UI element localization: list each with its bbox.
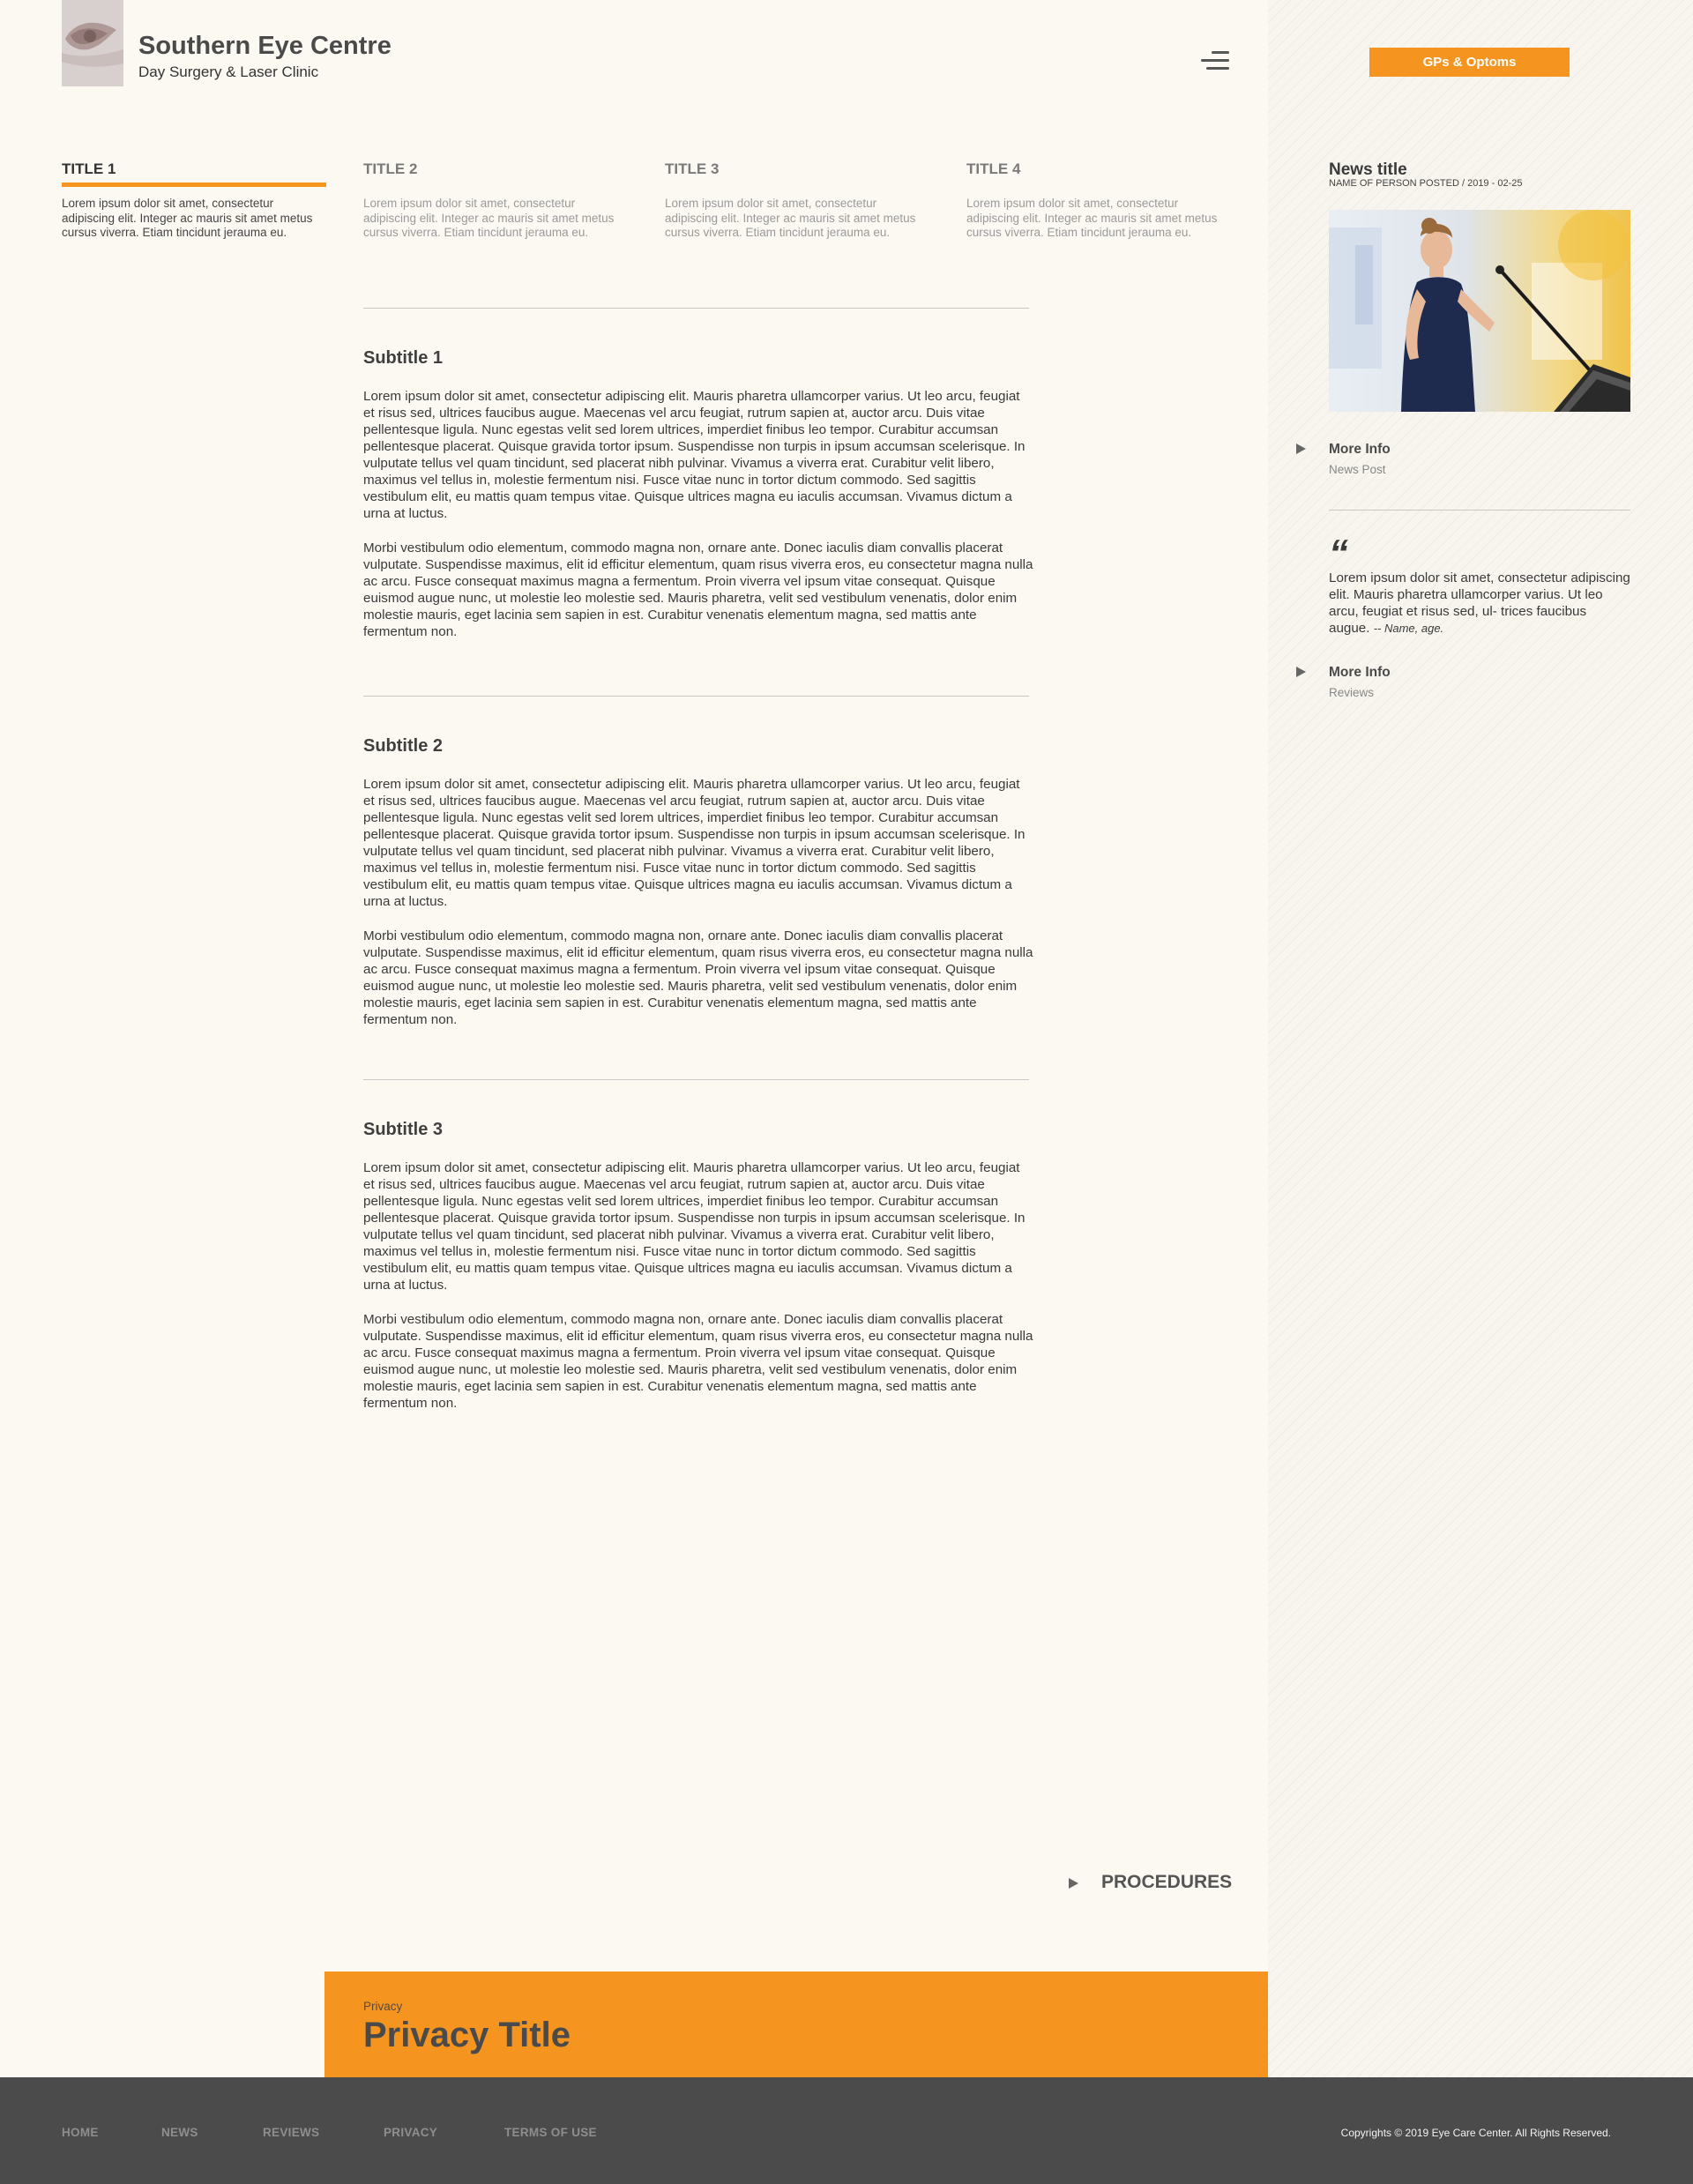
tab-title-label: TITLE 2 (363, 160, 418, 177)
more-info-label: More Info (1329, 665, 1391, 680)
footer-link-privacy[interactable]: PRIVACY (384, 2126, 438, 2139)
privacy-banner (324, 1972, 1268, 2077)
tab-active-indicator (62, 183, 326, 187)
tab-title-label: TITLE 4 (966, 160, 1021, 177)
quote-icon: “ (1329, 532, 1348, 575)
sidebar-divider (1329, 510, 1630, 511)
section-paragraph: Morbi vestibulum odio elementum, commodo magna non, ornare ante. Donec iaculis diam convallis placerat vulputate. Suspendisse maximus, elit id efficitur elementum, quam risus viverra eros, eu consectetur magna nulla ac arcu. Fusce consequat maximus magna a fermentum. Proin viverra vel ipsum vitae consequat. Quisque euismod augue nunc, ut molestie leo molestie sed. Mauris pharetra, velit sed vestibulum venenatis, dolor enim molestie mauris, eget lacinia sem sapien in est. Curabitur venenatis elementum magna, sed mattis ante fermentum non. (363, 540, 1033, 639)
gps-optoms-button[interactable]: GPs & Optoms (1369, 48, 1570, 77)
section-divider (363, 696, 1029, 697)
privacy-title: Privacy Title (363, 2016, 571, 2054)
footer-link-home[interactable]: HOME (62, 2126, 99, 2139)
tab-title-label: TITLE 1 (62, 160, 116, 177)
section-divider (363, 308, 1029, 309)
brand-title: Southern Eye Centre (138, 32, 392, 60)
play-arrow-icon (1069, 1878, 1078, 1889)
more-info-label: More Info (1329, 442, 1391, 457)
section-paragraph: Lorem ipsum dolor sit amet, consectetur adipiscing elit. Mauris pharetra ullamcorper varius. Ut leo arcu, feugiat et risus sed, ultrices faucibus augue. Maecenas vel arcu feugiat, rutrum sapien at, auctor arcu. Duis vitae pellentesque ligula. Nunc egestas velit sed lorem ultrices, imperdiet finibus leo tempor. Curabitur accumsan pellentesque placerat. Quisque gravida tortor ipsum. Suspendisse non turpis in ipsum accumsan scelerisque. In vulputate tellus vel quam tincidunt, sed placerat nibh pulvinar. Vivamus a viverra erat. Curabitur velit libero, maximus vel tellus in, molestie fermentum nisi. Fusce vitae nunc in tortor dictum commodo. Sed sagittis vestibulum elit, eu mattis quam tempus vitae. Quisque ultrices magna eu iaculis accumsan. Vivamus dictum a urna at luctus. (363, 389, 1025, 521)
tab-indicator (665, 183, 929, 187)
news-title[interactable]: News title (1329, 160, 1407, 179)
tab-title-label: TITLE 3 (665, 160, 720, 177)
more-info-sublabel: Reviews (1329, 686, 1375, 699)
footer (0, 2077, 1693, 2184)
brand-subtitle: Day Surgery & Laser Clinic (138, 63, 319, 80)
speaker-photo[interactable] (1329, 210, 1630, 412)
section-paragraph: Morbi vestibulum odio elementum, commodo magna non, ornare ante. Donec iaculis diam convallis placerat vulputate. Suspendisse maximus, elit id efficitur elementum, quam risus viverra eros, eu consectetur magna nulla ac arcu. Fusce consequat maximus magna a fermentum. Proin viverra vel ipsum vitae consequat. Quisque euismod augue nunc, ut molestie leo molestie sed. Mauris pharetra, velit sed vestibulum venenatis, dolor enim molestie mauris, eget lacinia sem sapien in est. Curabitur venenatis elementum magna, sed mattis ante fermentum non. (363, 1312, 1033, 1411)
section-paragraph: Lorem ipsum dolor sit amet, consectetur adipiscing elit. Mauris pharetra ullamcorper varius. Ut leo arcu, feugiat et risus sed, ultrices faucibus augue. Maecenas vel arcu feugiat, rutrum sapien at, auctor arcu. Duis vitae pellentesque ligula. Nunc egestas velit sed lorem ultrices, imperdiet finibus leo tempor. Curabitur accumsan pellentesque placerat. Quisque gravida tortor ipsum. Suspendisse non turpis in ipsum accumsan scelerisque. In vulputate tellus vel quam tincidunt, sed placerat nibh pulvinar. Vivamus a viverra erat. Curabitur velit libero, maximus vel tellus in, molestie fermentum nisi. Fusce vitae nunc in tortor dictum commodo. Sed sagittis vestibulum elit, eu mattis quam tempus vitae. Quisque ultrices magna eu iaculis accumsan. Vivamus dictum a urna at luctus. (363, 777, 1025, 909)
more-info-sublabel: News Post (1329, 463, 1386, 476)
tab-description: Lorem ipsum dolor sit amet, consectetur adipiscing elit. Integer ac mauris sit amet metus cursus viverra. Etiam tincidunt jerauma eu. (665, 197, 916, 239)
section-subtitle: Subtitle 1 (363, 348, 444, 368)
procedures-label: PROCEDURES (1101, 1872, 1233, 1892)
eye-logo-icon[interactable] (62, 0, 123, 86)
section-paragraph: Morbi vestibulum odio elementum, commodo magna non, ornare ante. Donec iaculis diam convallis placerat vulputate. Suspendisse maximus, elit id efficitur elementum, quam risus viverra eros, eu consectetur magna nulla ac arcu. Fusce consequat maximus magna a fermentum. Proin viverra vel ipsum vitae consequat. Quisque euismod augue nunc, ut molestie leo molestie sed. Mauris pharetra, velit sed vestibulum venenatis, dolor enim molestie mauris, eget lacinia sem sapien in est. Curabitur venenatis elementum magna, sed mattis ante fermentum non. (363, 928, 1033, 1027)
quote-body: Lorem ipsum dolor sit amet, consectetur adipiscing elit. Mauris pharetra ullamcorper varius. Ut leo arcu, feugiat et risus sed, ul- trices faucibus augue. (1329, 570, 1630, 636)
play-arrow-icon (1296, 667, 1306, 677)
footer-link-reviews[interactable]: REVIEWS (263, 2126, 320, 2139)
tab-title-1[interactable] (62, 160, 326, 241)
section-divider (363, 1079, 1029, 1080)
tab-indicator (363, 183, 628, 187)
review-quote (1329, 570, 1630, 637)
hamburger-menu-icon[interactable] (1199, 49, 1229, 72)
quote-author: -- Name, age. (1373, 622, 1444, 635)
tab-indicator (966, 183, 1231, 187)
footer-link-news[interactable]: NEWS (161, 2126, 198, 2139)
section-subtitle: Subtitle 2 (363, 736, 444, 756)
tab-description: Lorem ipsum dolor sit amet, consectetur adipiscing elit. Integer ac mauris sit amet metus cursus viverra. Etiam tincidunt jerauma eu. (363, 197, 615, 239)
tab-title-4[interactable] (966, 160, 1231, 241)
footer-link-terms[interactable]: TERMS OF USE (504, 2126, 597, 2139)
play-arrow-icon (1296, 444, 1306, 454)
tab-title-3[interactable] (665, 160, 929, 241)
news-meta: NAME OF PERSON POSTED / 2019 - 02-25 (1329, 178, 1523, 189)
section-paragraph: Lorem ipsum dolor sit amet, consectetur adipiscing elit. Mauris pharetra ullamcorper varius. Ut leo arcu, feugiat et risus sed, ultrices faucibus augue. Maecenas vel arcu feugiat, rutrum sapien at, auctor arcu. Duis vitae pellentesque ligula. Nunc egestas velit sed lorem ultrices, imperdiet finibus leo tempor. Curabitur accumsan pellentesque placerat. Quisque gravida tortor ipsum. Suspendisse non turpis in ipsum accumsan scelerisque. In vulputate tellus vel quam tincidunt, sed placerat nibh pulvinar. Vivamus a viverra erat. Curabitur velit libero, maximus vel tellus in, molestie fermentum nisi. Fusce vitae nunc in tortor dictum commodo. Sed sagittis vestibulum elit, eu mattis quam tempus vitae. Quisque ultrices magna eu iaculis accumsan. Vivamus dictum a urna at luctus. (363, 1160, 1025, 1293)
privacy-breadcrumb: Privacy (363, 2000, 403, 2013)
tab-title-2[interactable] (363, 160, 628, 241)
tab-description: Lorem ipsum dolor sit amet, consectetur adipiscing elit. Integer ac mauris sit amet metus cursus viverra. Etiam tincidunt jerauma eu. (62, 197, 313, 239)
copyright-text: Copyrights © 2019 Eye Care Center. All Rights Reserved. (1340, 2127, 1611, 2139)
tab-description: Lorem ipsum dolor sit amet, consectetur adipiscing elit. Integer ac mauris sit amet metus cursus viverra. Etiam tincidunt jerauma eu. (966, 197, 1218, 239)
section-subtitle: Subtitle 3 (363, 1120, 444, 1139)
